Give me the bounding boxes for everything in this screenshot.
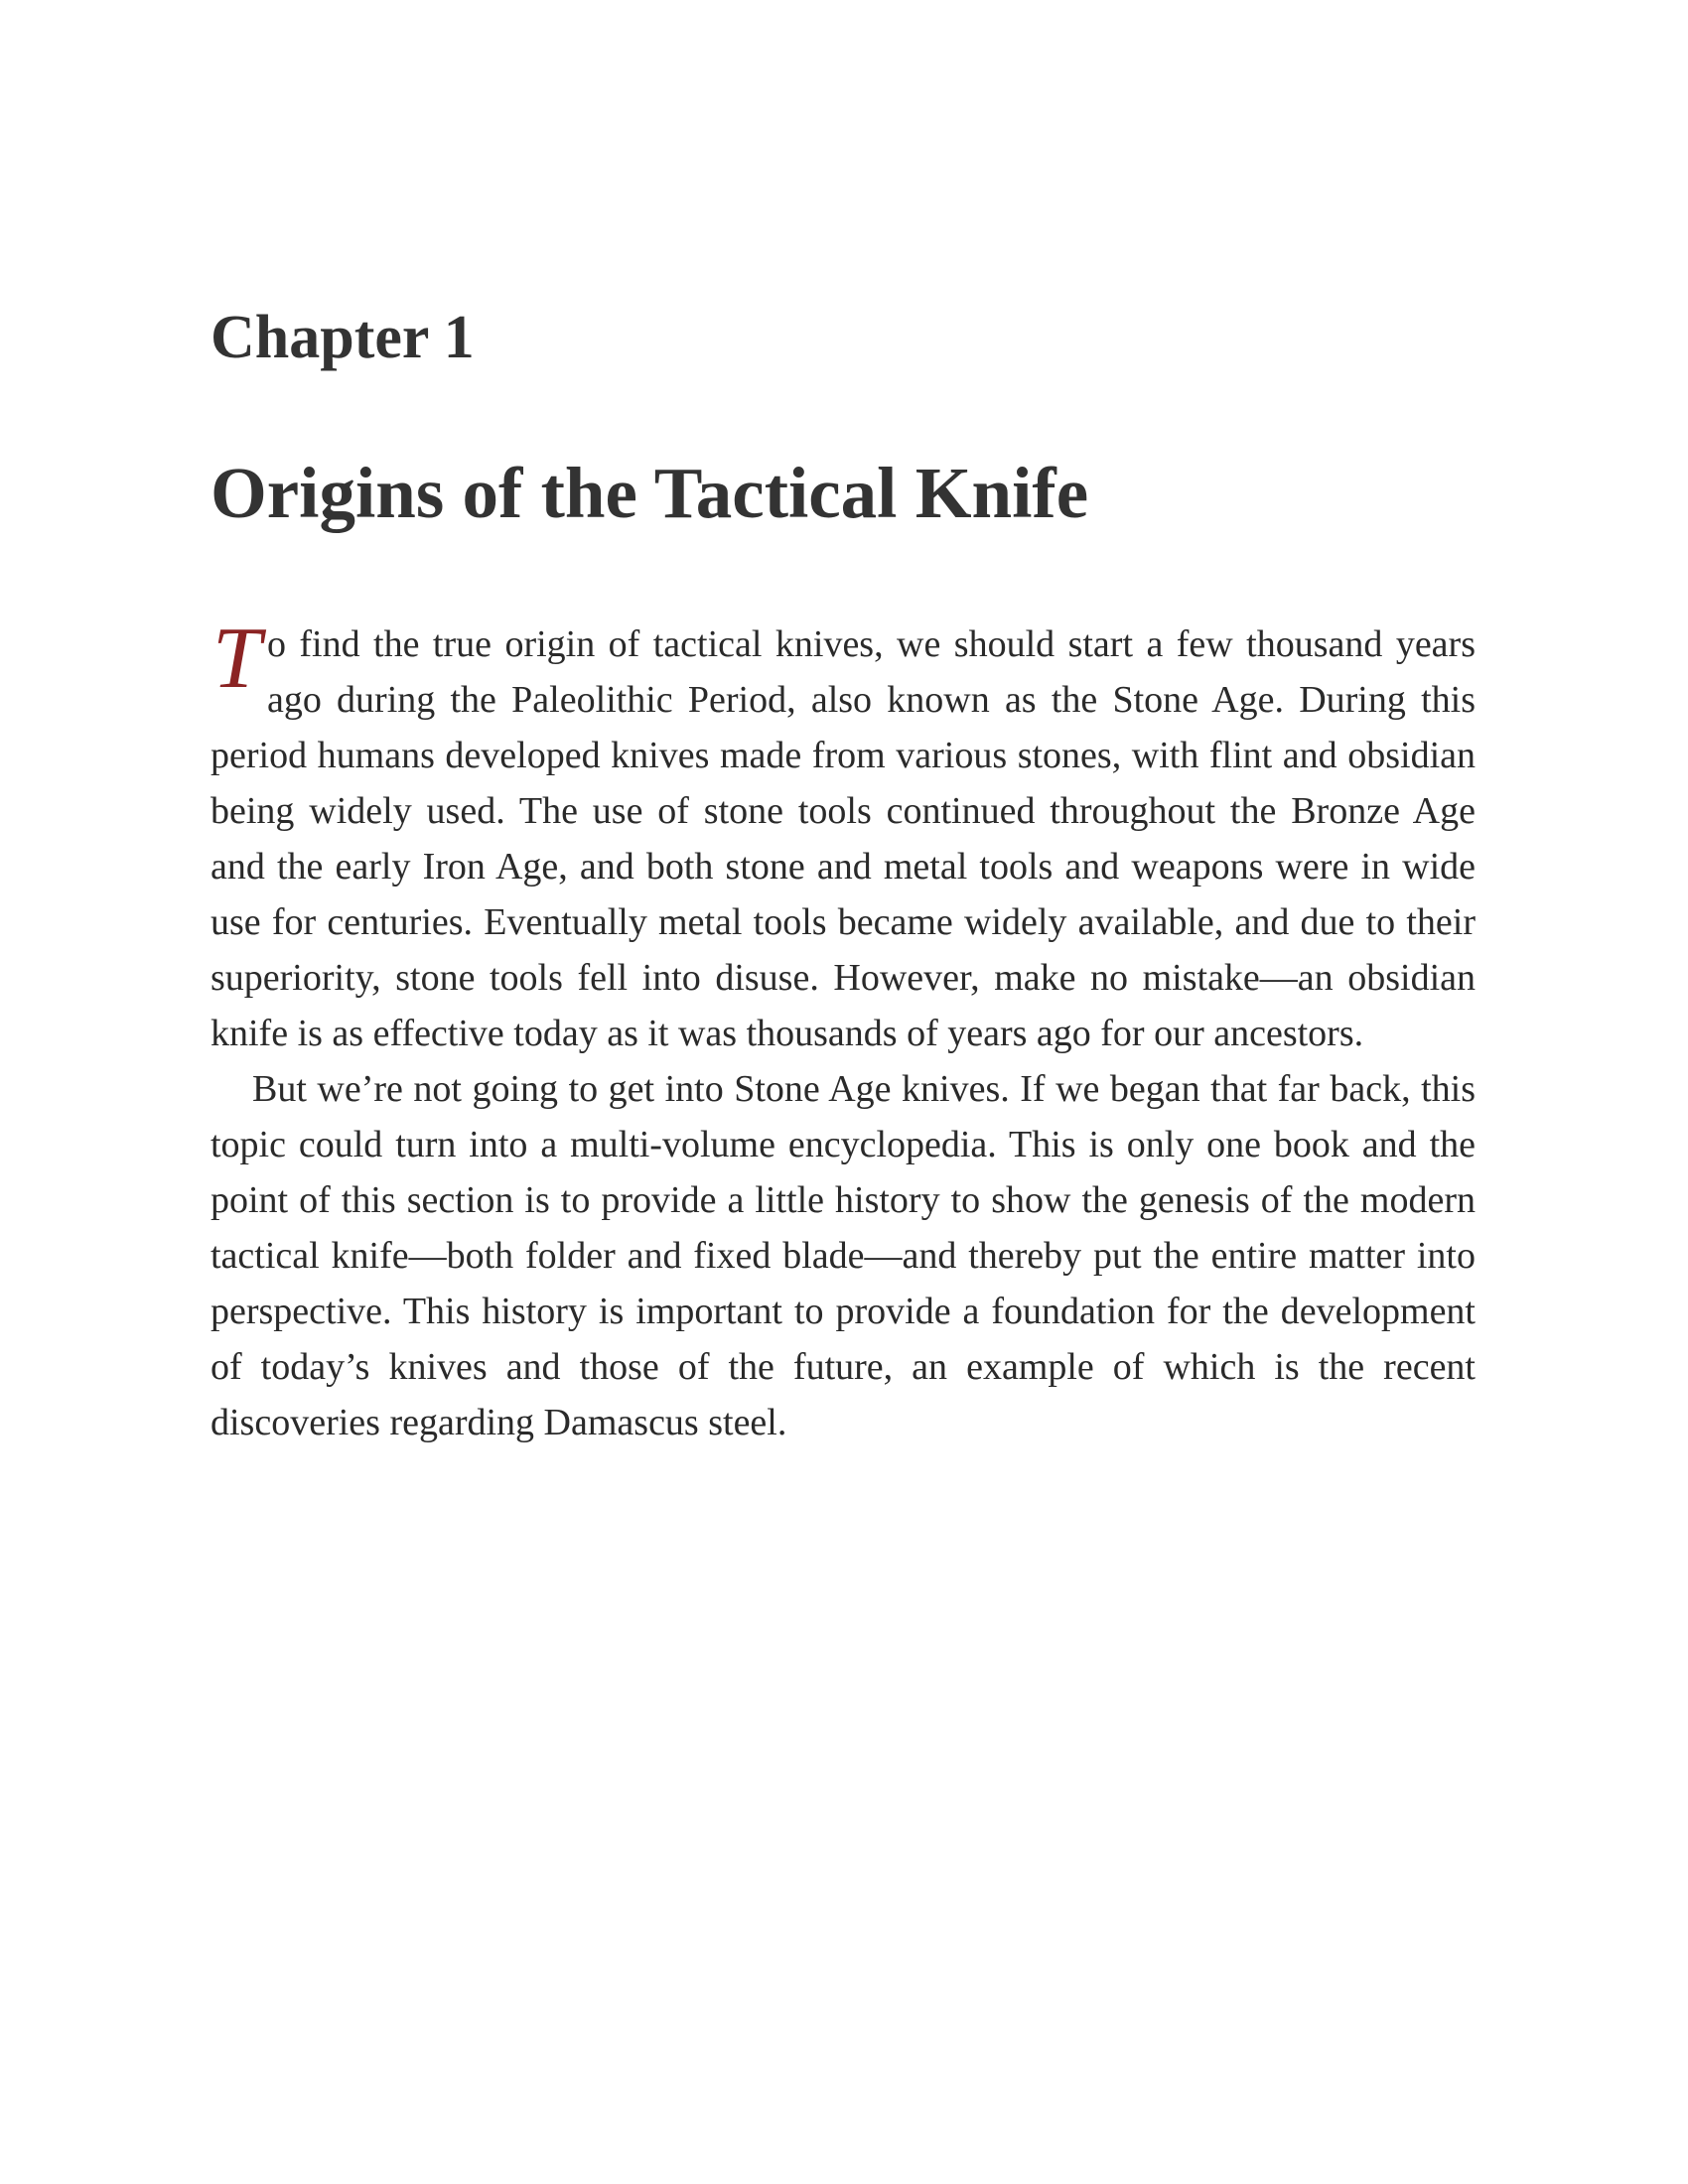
paragraph-1 <box>211 611 1476 1061</box>
drop-cap: T <box>212 611 261 707</box>
chapter-body <box>211 611 1476 1450</box>
paragraph-1-text: o find the true origin of tactical knives, we should start a few thousand years ago during the Paleolithic Period, also known as the Stone Age. During this period humans developed knives made from various stones, with flint and obsidian being widely used. The use of stone tools continued throughout the Bronze Age and the early Iron Age, and both stone and metal tools and weapons were in wide use for centuries. Eventually metal tools became widely available, and due to their superiority, stone tools fell into disuse. However, make no mistake—an obsidian knife is as effective today as it was thousands of years ago for our ancestors. <box>211 623 1476 1054</box>
chapter-title: Origins of the Tactical Knife <box>211 453 1089 533</box>
chapter-label: Chapter 1 <box>211 304 475 371</box>
paragraph-2: But we’re not going to get into Stone Age knives. If we began that far back, this topic could turn into a multi-volume encyclopedia. This is only one book and the point of this section is to provide a little history to show the genesis of the modern tactical knife—both folder and fixed blade—and thereby put the entire matter into perspective. This history is important to provide a foundation for the development of today’s knives and those of the future, an example of which is the recent discoveries regarding Damascus steel. <box>211 1068 1476 1443</box>
